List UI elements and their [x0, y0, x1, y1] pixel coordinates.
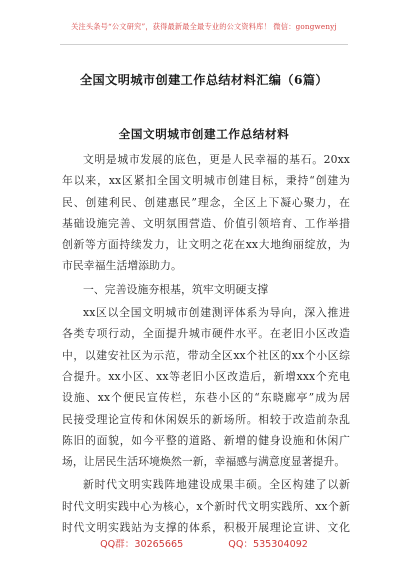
body-line-16: 新时代文明实践阵地建设成果丰硕。全区构建了以新	[83, 478, 350, 492]
body-line-4: 基础设施完善、文明氛围营造、价值引领培育、工作举措	[62, 216, 350, 230]
footer-qq-group: QQ群：30265665	[100, 539, 184, 550]
header-banner: 关注头条号“公文研究”，获得最新最全最专业的公文资料库！ 微信：gongwenyj	[71, 22, 337, 31]
body-line-10: 中，以建安社区为示范，带动全区xx个社区的xx个小区综	[62, 348, 350, 362]
document-body	[62, 149, 350, 538]
footer-contact	[0, 536, 408, 550]
body-line-15: 场，让居民生活环境焕然一新，幸福感与满意度显著提升。	[62, 455, 346, 469]
body-line-8: xx区以全国文明城市创建测评体系为导向，深入推进	[83, 306, 350, 320]
body-line-6: 市民幸福生活增添助力。	[62, 259, 182, 273]
body-line-5: 创新等方面持续发力，让文明之花在xx大地绚丽绽放，为	[62, 238, 350, 252]
section-title: 全国文明城市创建工作总结材料	[118, 127, 290, 141]
body-line-12: 设施、xx个便民宣传栏，东巷小区的“东晓廊亭”成为居	[62, 391, 350, 405]
document-title: 全国文明城市创建工作总结材料汇编（6篇）	[79, 73, 329, 87]
body-line-14: 陈旧的面貌，如今平整的道路、新增的健身设施和休闲广	[62, 433, 350, 447]
footer-qq-number: QQ：535304092	[228, 539, 308, 550]
body-line-17: 时代文明实践中心为核心，x个新时代文明实践所、xx个新	[62, 499, 350, 513]
body-line-18: 时代文明实践站为支撑的体系，积极开展理论宣讲、文化	[62, 521, 350, 535]
body-line-13: 民接受理论宣传和休闲娱乐的新场所。相较于改造前杂乱	[62, 412, 350, 426]
header-divider	[60, 44, 348, 45]
body-line-2: 年以来，xx区紧扣全国文明城市创建目标，秉持“创建为	[62, 174, 350, 188]
body-line-3: 民、创建利民、创建惠民”理念，全区上下凝心聚力，在	[62, 195, 350, 209]
subheading-1: 一、完善设施夯根基，筑牢文明硬支撑	[83, 282, 269, 296]
body-line-9: 各类专项行动，全面提升城市硬件水平。在老旧小区改造	[62, 327, 350, 341]
body-line-1: 文明是城市发展的底色，更是人民幸福的基石。20xx	[83, 153, 350, 166]
body-line-11: 合提升。xx小区、xx等老旧小区改造后，新增xxx个充电	[62, 369, 350, 383]
